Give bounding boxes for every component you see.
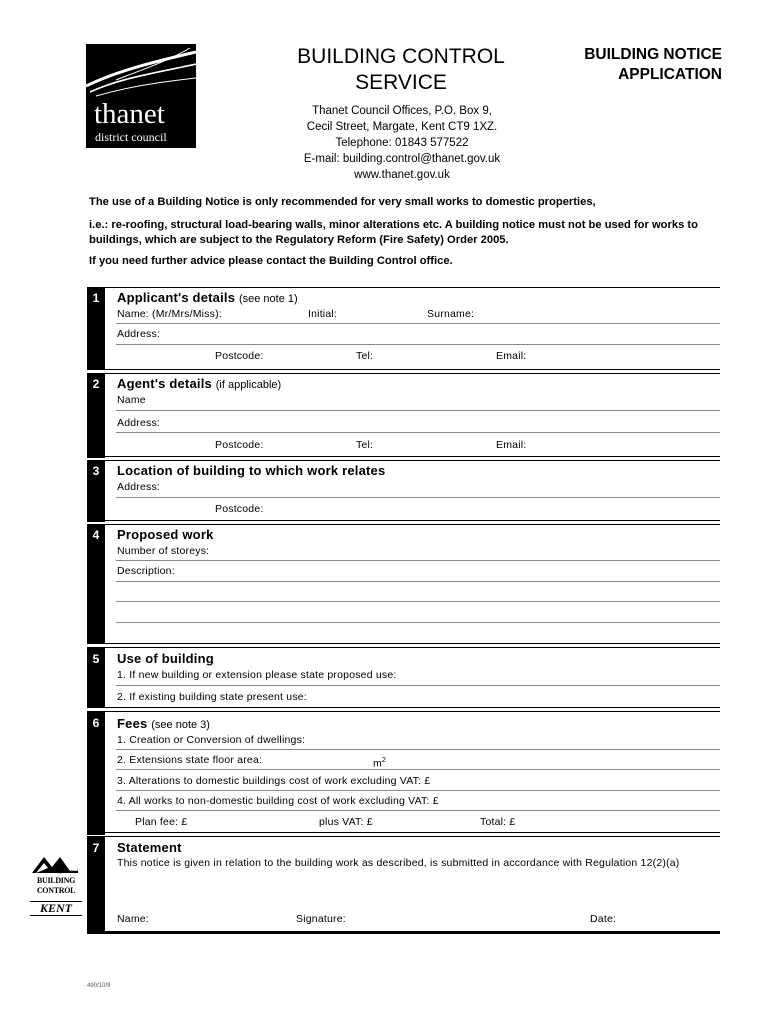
section-2-title: Agent's details (if applicable) [117,376,282,391]
thanet-logo [86,44,196,148]
applicant-address-label: Address: [117,328,161,340]
alterations-cost-label: 3. Alterations to domestic buildings cost of work excluding VAT: £ [117,775,431,787]
section-5-title: Use of building [117,651,214,666]
agent-postcode-label: Postcode: [215,439,264,451]
telephone: Telephone: 01843 577522 [335,137,469,149]
plus-vat-label: plus VAT: £ [319,816,373,828]
applicant-name-field[interactable] [116,323,720,324]
bc-logo-text: BUILDING CONTROL [36,876,76,895]
intro-p3: If you need further advice please contact the Building Control office. [89,255,453,267]
section-6-number: 6 [87,712,105,835]
floor-area-field[interactable] [116,769,720,770]
address-line: Cecil Street, Margate, Kent CT9 1XZ. [306,121,498,133]
section-1-number: 1 [87,287,105,369]
location-address-label: Address: [117,481,161,493]
landscape-swoosh-icon [86,44,196,100]
present-use-label: 2. If existing building state present use: [117,691,307,703]
logo-subtitle: district council [95,130,167,144]
notice-title-line2: APPLICATION [618,66,722,83]
applicant-address-field[interactable] [116,344,720,345]
non-domestic-cost-field[interactable] [116,810,720,811]
section-6-title: Fees (see note 3) [117,716,210,731]
address-line: Thanet Council Offices, P.O. Box 9, [312,105,492,117]
description-field[interactable] [116,622,720,623]
storeys-label: Number of storeys: [117,545,210,557]
form-reference: 490/10/9 [87,983,111,989]
floor-area-label: 2. Extensions state floor area: [117,754,263,766]
storeys-field[interactable] [116,560,720,561]
section-4-number: 4 [87,524,105,644]
section-4-title: Proposed work [117,527,214,542]
signature-label: Signature: [296,913,346,925]
agent-address-field[interactable] [116,432,720,433]
floor-area-unit: $m^2$ [373,757,387,770]
notice-title [530,45,722,85]
council-address [258,103,546,183]
description-field[interactable] [116,581,720,582]
fees-dwellings-field[interactable] [116,749,720,750]
non-domestic-cost-label: 4. All works to non-domestic building cost of work excluding VAT: £ [117,795,439,807]
statement-name-label: Name: [117,913,149,925]
fees-dwellings-label: 1. Creation or Conversion of dwellings: [117,734,306,746]
website-link[interactable]: www.thanet.gov.uk [354,169,450,181]
applicant-initial-label: Initial: [308,308,338,320]
alterations-cost-field[interactable] [116,790,720,791]
service-title [272,44,530,96]
section-7-number: 7 [87,837,105,933]
date-label: Date: [590,913,617,925]
applicant-surname-label: Surname: [427,308,475,320]
total-label: Total: £ [480,816,516,828]
plan-fee-label: Plan fee: £ [135,816,188,828]
location-postcode-label: Postcode: [215,503,264,515]
agent-name-field[interactable] [116,410,720,411]
description-label: Description: [117,565,175,577]
service-title-line2: SERVICE [355,71,447,94]
agent-address-label: Address: [117,417,161,429]
applicant-postcode-label: Postcode: [215,350,264,362]
section-5-number: 5 [87,648,105,708]
section-3-title: Location of building to which work relates [117,463,386,478]
agent-name-label: Name [117,394,146,406]
section-2-number: 2 [87,373,105,458]
intro-p1: The use of a Building Notice is only recommended for very small works to domestic properties, [89,196,596,208]
bc-logo-kent: KENT [30,901,82,916]
section-1-title: Applicant's details (see note 1) [117,290,298,305]
applicant-tel-label: Tel: [356,350,374,362]
applicant-email-label: Email: [496,350,527,362]
logo-name: thanet [94,98,165,130]
notice-title-line1: BUILDING NOTICE [584,46,722,63]
bc-logo-top: Building Control [44,870,78,875]
agent-tel-label: Tel: [356,439,374,451]
proposed-use-field[interactable] [116,685,720,686]
section-7-title: Statement [117,840,182,855]
statement-text: This notice is given in relation to the building work as described, is submitted in accordance with Regulation 12(2)(a) [117,857,680,869]
email-link[interactable]: E-mail: building.control@thanet.gov.uk [303,153,501,165]
description-field[interactable] [116,601,720,602]
proposed-use-label: 1. If new building or extension please state proposed use: [117,669,397,681]
location-address-field[interactable] [116,497,720,498]
section-3-number: 3 [87,460,105,522]
intro-p2: i.e.: re-roofing, structural load-bearing walls, minor alterations etc. A building notice must not be used for works to buildings, which are subject to the Regulatory Reform (Fire Safety) Order 2005. [89,219,698,246]
agent-email-label: Email: [496,439,527,451]
building-control-kent-logo [30,855,82,917]
service-title-line1: BUILDING CONTROL [297,45,505,68]
applicant-name-label: Name: (Mr/Mrs/Miss): [117,308,222,320]
